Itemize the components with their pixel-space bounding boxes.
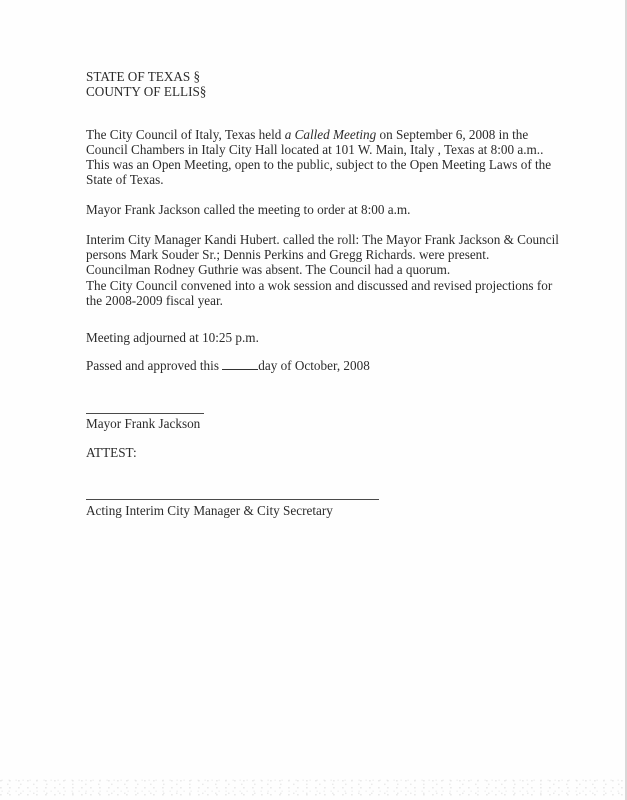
work-session-line-1: The City Council convened into a wok session and discussed and revised projections for — [86, 278, 553, 293]
intro-line-2: Council Chambers in Italy City Hall located at 101 W. Main, Italy , Texas at 8:00 a.m.. — [86, 142, 544, 157]
work-session-paragraph — [86, 278, 606, 308]
approval-statement — [86, 358, 370, 373]
roll-call-paragraph — [86, 232, 606, 277]
call-to-order: Mayor Frank Jackson called the meeting to order at 8:00 a.m. — [86, 202, 411, 217]
scan-noise — [0, 778, 623, 800]
intro-line-3: This was an Open Meeting, open to the public, subject to the Open Meeting Laws of the — [86, 157, 552, 172]
intro-line-4: State of Texas. — [86, 172, 164, 187]
intro-paragraph — [86, 127, 606, 187]
work-session-line-2: the 2008-2009 fiscal year. — [86, 293, 223, 308]
adjourned-statement: Meeting adjourned at 10:25 p.m. — [86, 330, 259, 345]
state-heading: STATE OF TEXAS § — [86, 69, 201, 84]
county-heading: COUNTY OF ELLIS§ — [86, 84, 207, 99]
approval-day-blank — [222, 358, 258, 370]
roll-call-line-2: persons Mark Souder Sr.; Dennis Perkins and Gregg Richards. were present. — [86, 247, 490, 262]
mayor-signature-label: Mayor Frank Jackson — [86, 416, 201, 431]
attest-label: ATTEST: — [86, 445, 137, 460]
roll-call-line-3: Councilman Rodney Guthrie was absent. The Council had a quorum. — [86, 262, 451, 277]
roll-call-line-1: Interim City Manager Kandi Hubert. called the roll: The Mayor Frank Jackson & Council — [86, 232, 559, 247]
approval-suffix: day of October, 2008 — [258, 358, 370, 373]
mayor-signature-line — [86, 413, 204, 414]
secretary-signature-label: Acting Interim City Manager & City Secretary — [86, 503, 333, 518]
secretary-signature-line — [86, 499, 379, 500]
intro-line-1 — [86, 127, 606, 142]
intro-line-1-prefix: The City Council of Italy, Texas held — [86, 127, 285, 142]
approval-prefix: Passed and approved this — [86, 358, 223, 373]
meeting-type: a Called Meeting — [284, 127, 377, 142]
intro-line-1-suffix: on September 6, 2008 in the — [376, 127, 529, 142]
